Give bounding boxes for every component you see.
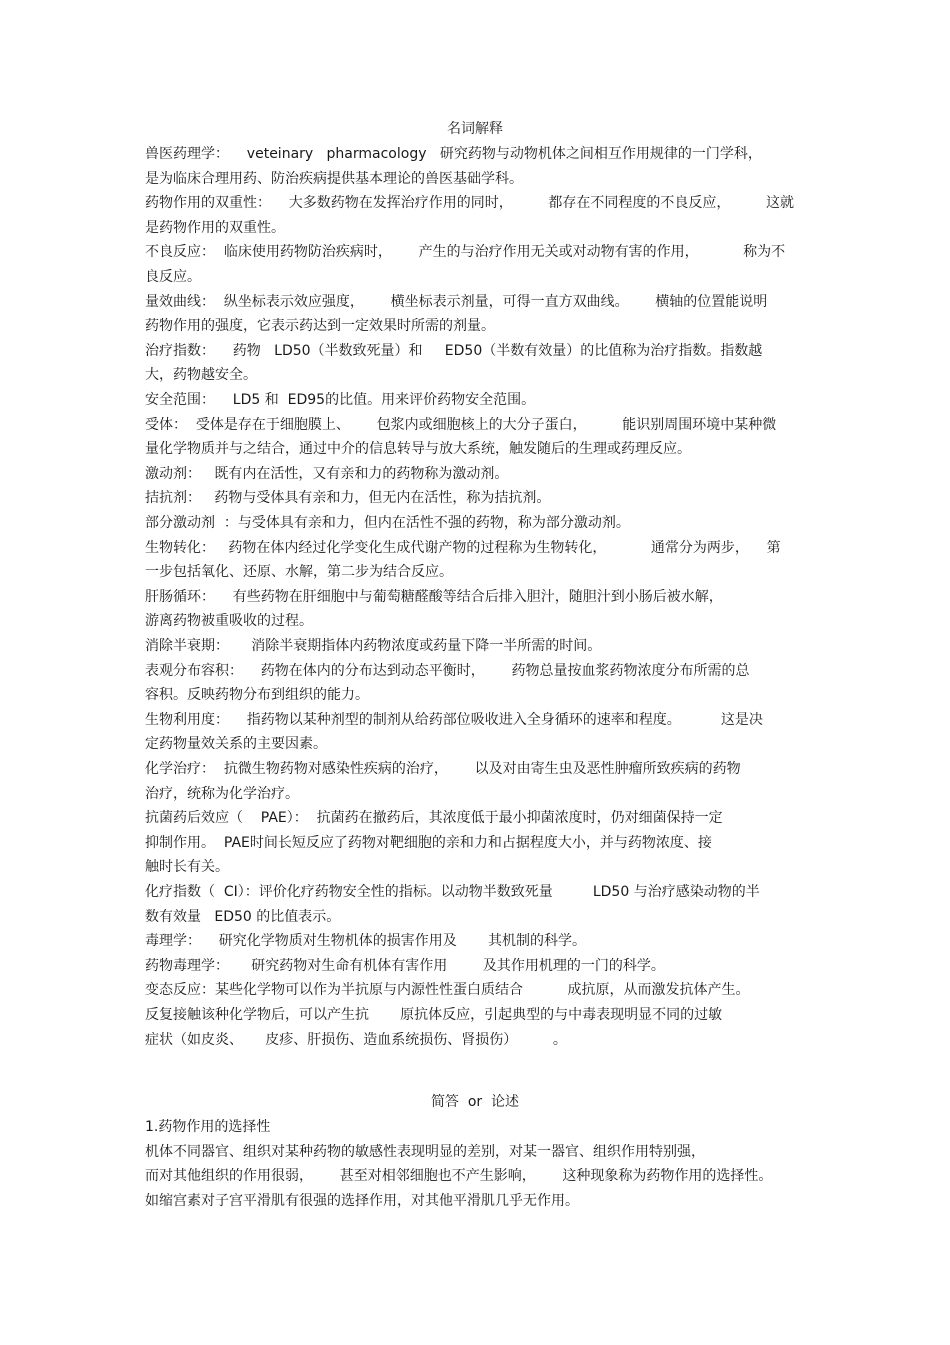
- text-line: 数有效量 ED50 的比值表示。: [145, 908, 341, 925]
- text-line: 生物利用度： 指药物以某种剂型的制剂从给药部位吸收进入全身循环的速率和程度。 这是决: [145, 711, 763, 728]
- text-line: 毒理学： 研究化学物质对生物机体的损害作用及 其机制的科学。: [145, 933, 586, 950]
- text-line: 症状（如皮炎、 皮疹、肝损伤、造血系统损伤、肾损伤） 。: [145, 1031, 567, 1048]
- text-line: 表观分布容积： 药物在体内的分布达到动态平衡时， 药物总量按血浆药物浓度分布所需的总: [145, 662, 750, 679]
- section-title-terms: 名词解释: [447, 121, 503, 137]
- text-line: 触时长有关。: [145, 859, 229, 876]
- text-line: 治疗指数： 药物 LD50（半数致死量）和 ED50（半数有效量）的比值称为治疗指数。指数越: [145, 342, 763, 359]
- text-line: 一步包括氧化、还原、水解，第二步为结合反应。: [145, 564, 453, 581]
- text-line: 良反应。: [145, 269, 201, 285]
- text-line: 而对其他组织的作用很弱， 甚至对相邻细胞也不产生影响， 这种现象称为药物作用的选择性。: [145, 1168, 773, 1184]
- text-line: 消除半衰期： 消除半衰期指体内药物浓度或药量下降一半所需的时间。: [145, 638, 602, 654]
- text-line: 激动剂： 既有内在活性，又有亲和力的药物称为激动剂。: [145, 465, 509, 482]
- text-line: 是药物作用的双重性。: [145, 219, 285, 236]
- text-line: 药物作用的强度，它表示药达到一定效果时所需的剂量。: [145, 318, 495, 335]
- text-line: 兽医药理学： veteinary pharmacology 研究药物与动物机体之间相互作用规律的一门学科，: [145, 146, 762, 162]
- text-line: 受体： 受体是存在于细胞膜上、 包浆内或细胞核上的大分子蛋白， 能识别周围环境中某种微: [145, 416, 777, 433]
- section-title-essay: 简答 or 论述: [430, 1094, 520, 1110]
- text-line: 游离药物被重吸收的过程。: [145, 613, 313, 630]
- text-line: 量效曲线： 纵坐标表示效应强度， 横坐标表示剂量，可得一直方双曲线。 横轴的位置能说明: [145, 293, 768, 310]
- text-line: 肝肠循环： 有些药物在肝细胞中与葡萄糖醛酸等结合后排入胆汁，随胆汁到小肠后被水解，: [145, 588, 723, 605]
- text-line: 化疗指数（ CI）：评价化疗药物安全性的指标。以动物半数致死量 LD50 与治疗感染动物的半: [145, 884, 760, 900]
- text-line: 是为临床合理用药、防治疾病提供基本理论的兽医基础学科。: [145, 170, 523, 187]
- text-line: 生物转化： 药物在体内经过化学变化生成代谢产物的过程称为生物转化， 通常分为两步， 第: [145, 539, 781, 556]
- text-line: 量化学物质并与之结合，通过中介的信息转导与放大系统，触发随后的生理或药理反应。: [145, 441, 691, 458]
- text-line: 定药物量效关系的主要因素。: [145, 736, 327, 753]
- text-line: 不良反应： 临床使用药物防治疾病时， 产生的与治疗作用无关或对动物有害的作用， 称为不: [145, 244, 786, 261]
- text-line: 安全范围： LD5 和 ED95的比值。用来评价药物安全范围。: [145, 392, 536, 408]
- text-line: 反复接触该种化学物后，可以产生抗 原抗体反应，引起典型的与中毒表现明显不同的过敏: [145, 1007, 723, 1023]
- text-line: 药物毒理学： 研究药物对生命有机体有害作用 及其作用机理的一门的科学。: [145, 957, 665, 974]
- text-line: 机体不同器官、组织对某种药物的敏感性表现明显的差别，对某一器官、组织作用特别强，: [145, 1143, 705, 1160]
- text-line: 拮抗剂： 药物与受体具有亲和力，但无内在活性，称为拮抗剂。: [145, 490, 551, 507]
- text-line: 变态反应：某些化学物可以作为半抗原与内源性性蛋白质结合 成抗原，从而激发抗体产生。: [145, 982, 750, 999]
- text-line: 部分激动剂 ：与受体具有亲和力，但内在活性不强的药物，称为部分激动剂。: [145, 515, 630, 531]
- text-line: 抑制作用。 PAE时间长短反应了药物对靶细胞的亲和力和占据程度大小，并与药物浓度、接: [145, 834, 712, 851]
- text-line: 如缩宫素对子宫平滑肌有很强的选择作用，对其他平滑肌几乎无作用。: [145, 1192, 579, 1209]
- text-line: 抗菌药后效应（ PAE）： 抗菌药在撤药后，其浓度低于最小抑菌浓度时，仍对细菌保持一定: [145, 810, 723, 827]
- text-line: 容积。反映药物分布到组织的能力。: [145, 687, 369, 704]
- text-line: 1.药物作用的选择性: [145, 1119, 271, 1135]
- text-line: 药物作用的双重性： 大多数药物在发挥治疗作用的同时， 都存在不同程度的不良反应， 这就: [145, 195, 795, 212]
- text-line: 化学治疗： 抗微生物药物对感染性疾病的治疗， 以及对由寄生虫及恶性肿瘤所致疾病的药物: [145, 761, 741, 777]
- text-line: 治疗，统称为化学治疗。: [145, 785, 299, 802]
- text-line: 大，药物越安全。: [145, 367, 257, 384]
